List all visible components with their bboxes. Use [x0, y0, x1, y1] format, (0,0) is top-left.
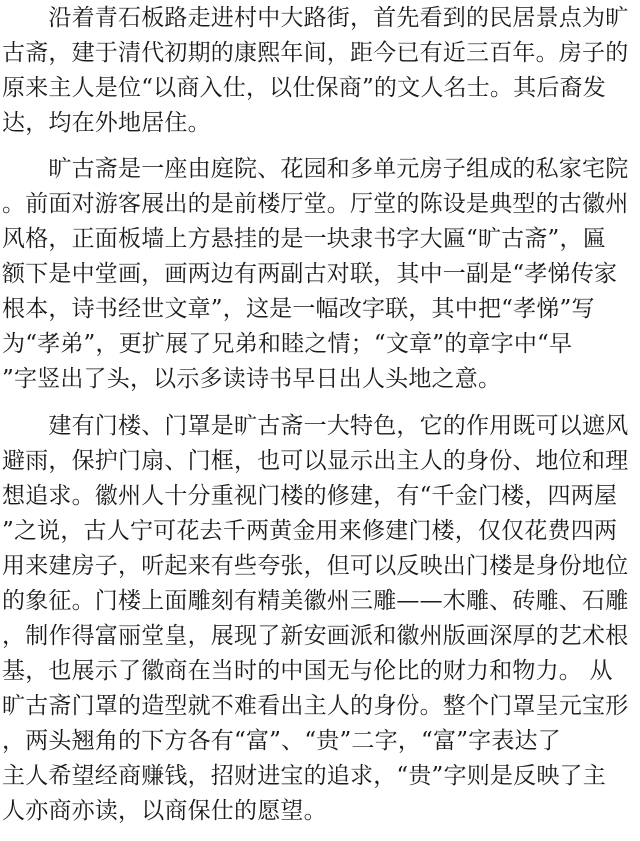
text-line: 风格，正面板墙上方悬挂的是一块隶书字大匾“旷古斋”，匾 [2, 226, 606, 252]
text-line: 。前面对游客展出的是前楼厅堂。厅堂的陈设是典型的古徽州 [2, 191, 629, 217]
text-line: 避雨，保护门扇、门框，也可以显示出主人的身份、地位和理 [2, 448, 629, 474]
text-line: 为“孝弟”，更扩展了兄弟和睦之情；“文章”的章字中“早 [2, 331, 573, 357]
text-line: 根本，诗书经世文章”，这是一幅改字联，其中把“孝悌”写 [2, 296, 595, 322]
text-line: 主人希望经商赚钱，招财进宝的追求，“贵”字则是反映了主 [2, 763, 606, 789]
text-line: 基，也展示了徽商在当时的中国无与伦比的财力和物力。 从 [2, 658, 613, 684]
text-line: 原来主人是位“以商入仕，以仕保商”的文人名士。其后裔发 [2, 75, 606, 101]
text-line: ”之说，古人宁可花去千两黄金用来修建门楼，仅仅花费四两 [2, 518, 618, 544]
text-line: 用来建房子，听起来有些夸张，但可以反映出门楼是身份地位 [2, 553, 629, 579]
text-line: 古斋，建于清代初期的康熙年间，距今已有近三百年。房子的 [2, 40, 629, 66]
text-line: 建有门楼、门罩是旷古斋一大特色，它的作用既可以遮风 [2, 413, 629, 439]
text-line: 达，均在外地居住。 [2, 110, 211, 136]
text-line: 旷古斋门罩的造型就不难看出主人的身份。整个门罩呈元宝形 [2, 693, 629, 719]
text-line: 人亦商亦读，以商保仕的愿望。 [2, 798, 327, 824]
text-line: 沿着青石板路走进村中大路街，首先看到的民居景点为旷 [2, 5, 629, 31]
text-line: ，两头翘角的下方各有“富”、“贵”二字，“富”字表达了 [2, 728, 561, 754]
text-line: ，制作得富丽堂皇，展现了新安画派和徽州版画深厚的艺术根 [2, 623, 629, 649]
text-line: ”字竖出了头，以示多读诗书早日出人头地之意。 [2, 366, 502, 392]
text-line: 想追求。徽州人十分重视门楼的修建，有“千金门楼，四两屋 [2, 483, 618, 509]
text-line: 的象征。门楼上面雕刻有精美徽州三雕——木雕、砖雕、石雕 [2, 588, 629, 614]
text-line: 旷古斋是一座由庭院、花园和多单元房子组成的私家宅院 [2, 156, 629, 182]
text-line: 额下是中堂画，画两边有两副古对联，其中一副是“孝悌传家 [2, 261, 618, 287]
